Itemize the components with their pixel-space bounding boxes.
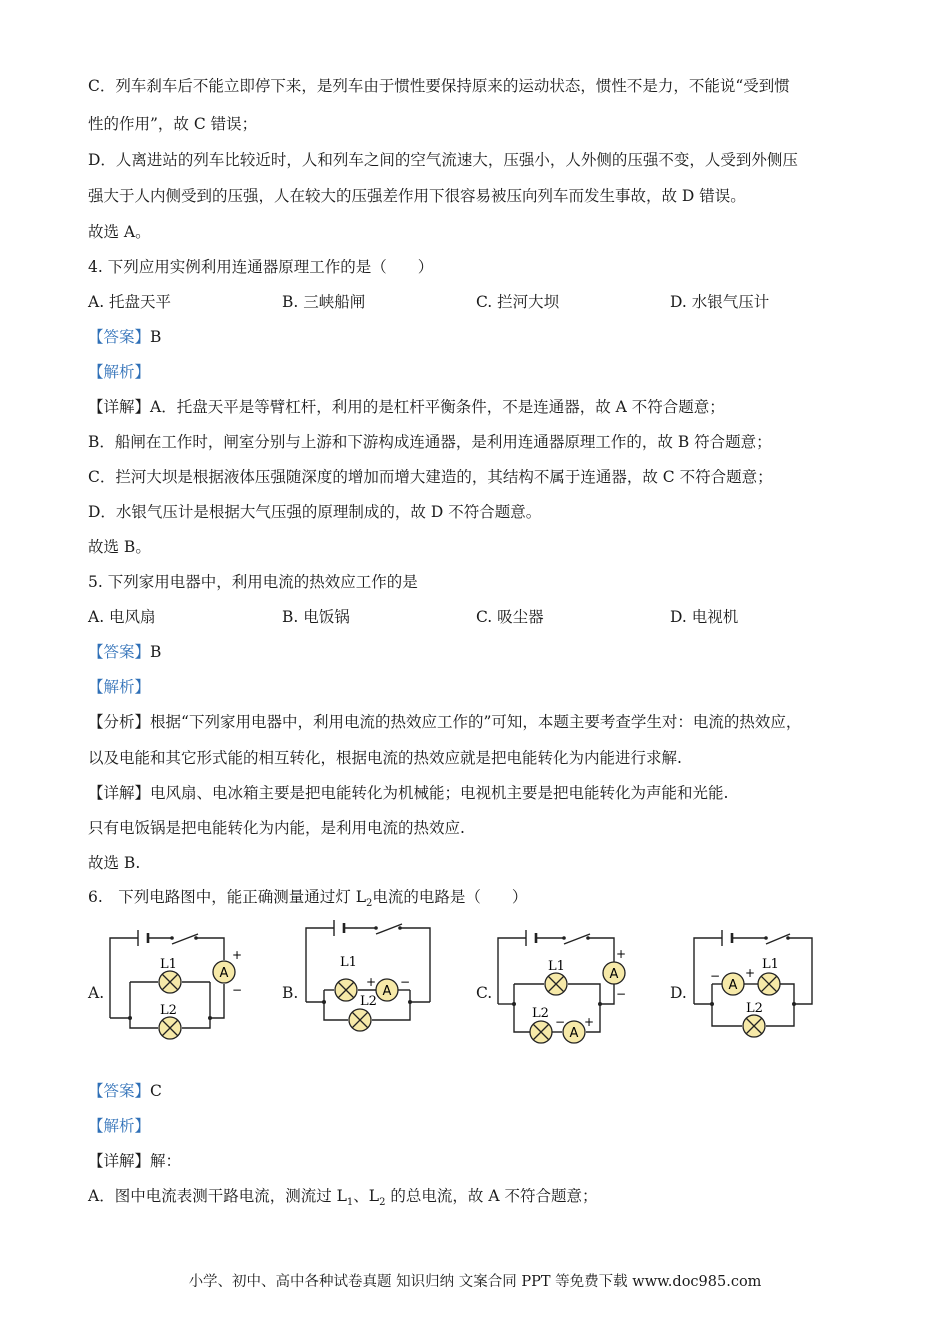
answer-value: C (150, 1082, 162, 1100)
lamp2-label: L2 (746, 1001, 763, 1016)
plus-sign: + (584, 1015, 595, 1029)
option-a: A. 托盘天平 (88, 293, 172, 311)
detail-line (88, 1151, 181, 1171)
lamp-icon (743, 1015, 765, 1037)
lamp2-label: L2 (160, 1003, 177, 1018)
circuit-option-c: C. (476, 984, 493, 1002)
option-b: B. 电饭锅 (282, 608, 350, 626)
fenxi-label: 【分析】 (88, 713, 151, 731)
answer-line (88, 642, 161, 662)
text-segment: 的总电流，故 A 不符合题意； (385, 1187, 598, 1205)
lamp-icon (335, 979, 357, 1001)
battery-icon (138, 930, 148, 946)
question-5: 5. 下列家用电器中，利用电流的热效应工作的是 (88, 573, 418, 591)
detail-line (88, 783, 728, 803)
subscript: 1 (346, 1197, 354, 1209)
text-line (88, 1186, 597, 1213)
text-line: C．列车刹车后不能立即停下来，是列车由于惯性要保持原来的运动状态，惯性不是力，不能说“受到惯 (88, 77, 790, 95)
circuit-diagram-a (100, 922, 245, 1057)
q6-text-a: 6. 下列电路图中，能正确测量通过灯 L (88, 888, 367, 906)
question-4: 4. 下列应用实例利用连通器原理工作的是（ ） (88, 258, 434, 276)
analysis-label-text: 【解析】 (88, 363, 151, 381)
text-line: 以及电能和其它形式能的相互转化，根据电流的热效应就是把电能转化为内能进行求解. (88, 749, 682, 767)
minus-sign: − (400, 975, 411, 989)
text-segment: A．图中电流表测干路电流，测流过 L (88, 1187, 347, 1205)
lamp1-label: L1 (548, 959, 565, 974)
text-line: D．水银气压计是根据大气压强的原理制成的，故 D 不符合题意。 (88, 503, 542, 521)
option-c: C. 吸尘器 (476, 608, 544, 626)
option-b: B. 三峡船闸 (282, 293, 366, 311)
plus-sign: + (366, 975, 377, 989)
ammeter-label: A (219, 966, 229, 981)
text-segment: 、L (353, 1187, 380, 1205)
lamp-icon (349, 1009, 371, 1031)
ammeter-label: A (382, 984, 392, 999)
detail-label: 【详解】 (88, 784, 151, 802)
option-c: C. 拦河大坝 (476, 293, 560, 311)
answer-line (88, 1081, 162, 1101)
ammeter-label: A (609, 967, 619, 982)
ammeter-label: A (569, 1026, 579, 1041)
fenxi-line (88, 712, 801, 732)
lamp1-label: L1 (160, 957, 177, 972)
lamp2-label: L2 (360, 994, 377, 1009)
text-line: 故选 B. (88, 854, 141, 872)
option-a: A. 电风扇 (88, 608, 156, 626)
plus-sign: + (232, 948, 243, 962)
circuit-diagram-b (300, 922, 440, 1057)
analysis-label (88, 677, 150, 697)
analysis-label (88, 1116, 150, 1136)
minus-sign: − (710, 969, 721, 983)
text-line: D．人离进站的列车比较近时，人和列车之间的空气流速大，压强小，人外侧的压强不变，人受到外侧压 (88, 151, 798, 169)
circuit-option-a: A. (88, 984, 105, 1002)
subscript: 2 (379, 1197, 386, 1209)
battery-icon (334, 920, 344, 936)
analysis-label-text: 【解析】 (88, 1117, 151, 1135)
detail-line (88, 397, 725, 417)
detail-text: 电风扇、电冰箱主要是把电能转化为机械能；电视机主要是把电能转化为声能和光能. (150, 784, 729, 802)
text-line: 强大于人内侧受到的压强，人在较大的压强差作用下很容易被压向列车而发生事故，故 D 错误。 (88, 187, 746, 205)
text-line: B．船闸在工作时，闸室分别与上游和下游构成连通器，是利用连通器原理工作的，故 B 符合题意； (88, 433, 772, 451)
option-d: D. 电视机 (670, 608, 739, 626)
minus-sign: − (555, 1015, 566, 1029)
circuit-diagram-c (492, 922, 637, 1057)
answer-line (88, 327, 161, 347)
text-line: 故选 A。 (88, 223, 151, 241)
text-line: C．拦河大坝是根据液体压强随深度的增加而增大建造的，其结构不属于连通器，故 C 不符合题意； (88, 468, 773, 486)
ammeter-label: A (728, 978, 738, 993)
minus-sign: − (616, 987, 627, 1001)
answer-label: 【答案】 (88, 328, 151, 346)
detail-label: 【详解】 (88, 1152, 151, 1170)
answer-label: 【答案】 (88, 1082, 151, 1100)
lamp-icon (159, 971, 181, 993)
circuit-option-b: B. (282, 984, 299, 1002)
lamp1-label: L1 (762, 957, 779, 972)
lamp1-label: L1 (340, 955, 357, 970)
battery-icon (722, 930, 732, 946)
minus-sign: − (232, 983, 243, 997)
fenxi-text: 根据“下列家用电器中，利用电流的热效应工作的”可知，本题主要考查学生对：电流的热效应， (150, 713, 802, 731)
detail-text: 解： (150, 1152, 182, 1170)
answer-label: 【答案】 (88, 643, 151, 661)
lamp2-label: L2 (532, 1006, 549, 1021)
circuit-diagram-d (690, 922, 830, 1057)
lamp-icon (159, 1017, 181, 1039)
analysis-label (88, 362, 150, 382)
option-d: D. 水银气压计 (670, 293, 770, 311)
text-line: 只有电饭锅是把电能转化为内能，是利用电流的热效应. (88, 819, 465, 837)
question-6 (88, 887, 527, 914)
text-line: 性的作用”，故 C 错误； (88, 115, 258, 133)
page-footer: 小学、初中、高中各种试卷真题 知识归纳 文案合同 PPT 等免费下载 www.doc985.com (188, 1274, 762, 1290)
plus-sign: + (616, 947, 627, 961)
analysis-label-text: 【解析】 (88, 678, 151, 696)
text-line: 故选 B。 (88, 538, 151, 556)
answer-value: B (150, 643, 162, 661)
lamp-icon (758, 973, 780, 995)
q6-text-b: 电流的电路是（ ） (372, 888, 528, 906)
circuit-option-d: D. (670, 984, 687, 1002)
detail-label: 【详解】 (88, 398, 151, 416)
lamp-icon (530, 1021, 552, 1043)
q6-sub: 2 (366, 898, 373, 910)
battery-icon (526, 930, 536, 946)
plus-sign: + (745, 966, 756, 980)
detail-text: A．托盘天平是等臂杠杆，利用的是杠杆平衡条件，不是连通器，故 A 不符合题意； (150, 398, 725, 416)
answer-value: B (150, 328, 162, 346)
lamp-icon (545, 973, 567, 995)
